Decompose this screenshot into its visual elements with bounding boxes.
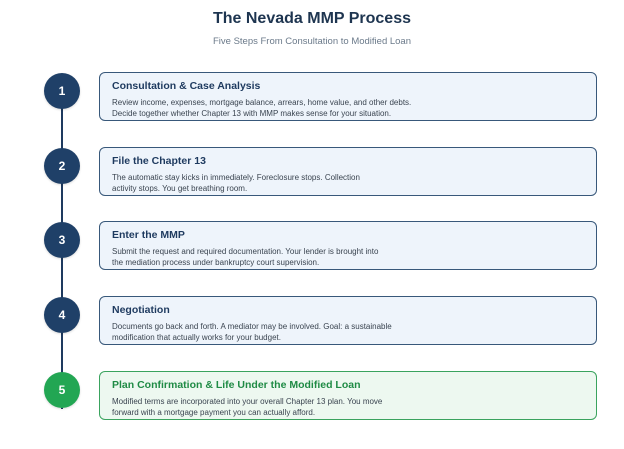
step-2-number-circle [44,148,80,184]
step-description-line-1: Documents go back and forth. A mediator may be involved. Goal: a sustainable [112,322,392,331]
step-4-card [99,296,597,345]
step-description-line-2: forward with a mortgage payment you can actually afford. [112,408,316,417]
step-5-card [99,371,597,420]
step-3-card [99,221,597,270]
step-5-number-circle [44,372,80,408]
step-description-line-1: Review income, expenses, mortgage balance, arrears, home value, and other debts. [112,98,412,107]
step-1-card [99,72,597,121]
step-title: Plan Confirmation & Life Under the Modified Loan [112,379,361,391]
step-number: 5 [58,383,66,397]
step-number: 3 [58,233,66,247]
step-4-number-circle [44,297,80,333]
step-description-line-2: the mediation process under bankruptcy court supervision. [112,258,320,267]
step-number: 4 [58,308,66,322]
step-description-line-1: Modified terms are incorporated into your overall Chapter 13 plan. You move [112,397,383,406]
step-title: File the Chapter 13 [112,155,206,167]
step-description-line-1: The automatic stay kicks in immediately. Foreclosure stops. Collection [112,173,360,182]
step-2-card [99,147,597,196]
step-3-number-circle [44,222,80,258]
step-number: 1 [58,84,66,98]
step-title: Negotiation [112,304,170,316]
step-title: Consultation & Case Analysis [112,80,261,92]
step-1-number-circle [44,73,80,109]
page-subtitle: Five Steps From Consultation to Modified Loan [212,36,411,47]
step-description-line-2: Decide together whether Chapter 13 with MMP makes sense for your situation. [112,109,392,118]
step-number: 2 [58,159,66,173]
step-title: Enter the MMP [112,229,185,241]
step-description-line-1: Submit the request and required documentation. Your lender is brought into [112,247,379,256]
step-description-line-2: activity stops. You get breathing room. [112,184,248,193]
page-title: The Nevada MMP Process [212,10,411,27]
step-description-line-2: modification that actually works for your budget. [112,333,281,342]
